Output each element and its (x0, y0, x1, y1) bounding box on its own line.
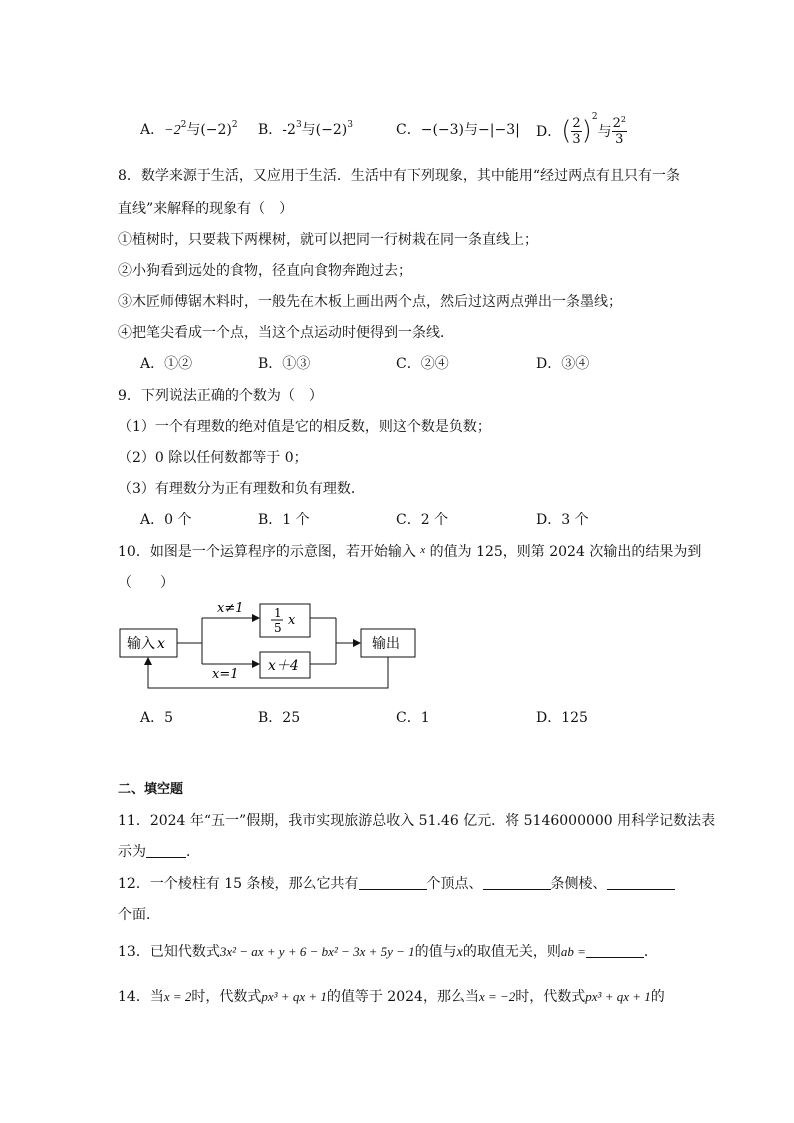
q10-option-d: D．125 (536, 710, 588, 726)
q8-option-d: D．③④ (536, 356, 590, 372)
input-box-label: 输入 x (127, 636, 165, 652)
condition-top: x≠1 (217, 601, 244, 616)
divide-by-5-box (260, 604, 310, 637)
answer-blank[interactable] (146, 843, 186, 858)
q11-line2: 示为 ． (118, 844, 200, 860)
section-title: 二、填空题 (118, 782, 184, 797)
q9-statement-1: （1）一个有理数的绝对值是它的相反数，则这个数是负数； (118, 419, 491, 435)
answer-blank-faces[interactable] (607, 875, 675, 890)
q7-option-d: D．( $\frac{2}{3}$ )$^2$与 $\frac{2^2}{3}$ (536, 112, 626, 147)
answer-blank-vertices[interactable] (359, 875, 427, 890)
svg-text:1: 1 (274, 606, 282, 620)
q9-statement-3: （3）有理数分为正有理数和负有理数． (118, 481, 365, 497)
q8-line1: 8．数学来源于生活，又应用于生活．生活中有下列现象，其中能用“经过两点有且只有一条 (118, 168, 681, 184)
q10-line2: （ ） (118, 575, 174, 591)
answer-blank[interactable] (586, 943, 644, 958)
svg-text:x: x (288, 613, 296, 628)
q14-line: 14．当x = 2时，代数式px³ + qx + 1的值等于 2024，那么当x = −2时，代数式px³ + qx + 1的 (118, 989, 665, 1005)
svg-text:输出: 输出 (372, 636, 400, 652)
q7-option-a: A．$-2^2$与$(-2)^2$ (140, 120, 238, 138)
q10-flowchart (110, 596, 430, 696)
q8-item1: ①植树时，只要栽下两棵树，就可以把同一行树栽在同一条直线上； (118, 232, 538, 248)
q10-option-c: C．1 (396, 710, 430, 726)
q8-line2: 直线”来解释的现象有（ ） (118, 201, 294, 217)
q8-option-a: A．①② (140, 356, 193, 372)
q10-option-b: B．25 (258, 710, 301, 726)
q8-item3: ③木匠师傅锯木料时，一般先在木板上画出两个点，然后过这两点弹出一条墨线； (118, 294, 622, 310)
q7-option-b: B．$-2^3$与$(-2)^3$ (258, 120, 353, 138)
q9-statement-2: （2）0 除以任何数都等于 0； (118, 450, 308, 466)
q8-item2: ②小狗看到远处的食物，径直向食物奔跑过去； (118, 263, 412, 279)
q10-line1: 10．如图是一个运算程序的示意图，若开始输入 $^x$ 的值为 125，则第 2024 次输出的结果为到 (118, 544, 702, 560)
q11-line1: 11．2024 年“五一”假期，我市实现旅游总收入 51.46 亿元．将 5146000000 用科学记数法表 (118, 813, 716, 829)
q9-title: 9．下列说法正确的个数为（ ） (118, 388, 323, 404)
q8-item4: ④把笔尖看成一个点，当这个点运动时便得到一条线． (118, 325, 454, 341)
q12-line1: 12．一个棱柱有 15 条棱，那么它共有 个顶点、 条侧棱、 (118, 873, 675, 893)
q9-option-d: D．3 个 (536, 512, 589, 528)
q9-option-c: C．2 个 (396, 512, 449, 528)
q10-option-a: A．5 (140, 710, 174, 726)
answer-blank-edges[interactable] (483, 875, 551, 890)
condition-bottom: x=1 (212, 667, 239, 682)
q7-options (0, 112, 794, 152)
q8-option-b: B．①③ (258, 356, 311, 372)
q8-option-c: C．②④ (396, 356, 449, 372)
svg-text:x＋4: x＋4 (268, 658, 299, 674)
q12-line2: 个面． (118, 907, 160, 923)
q7-option-c: C．−(−3)与−|−3| (396, 122, 520, 138)
q9-option-b: B．1 个 (258, 512, 310, 528)
q13-line: 13．已知代数式3x² − ax + y + 6 − bx² − 3x + 5y − 1的值与x的取值无关，则ab = ． (118, 944, 658, 960)
q9-option-a: A．0 个 (140, 512, 192, 528)
svg-text:5: 5 (274, 621, 282, 635)
